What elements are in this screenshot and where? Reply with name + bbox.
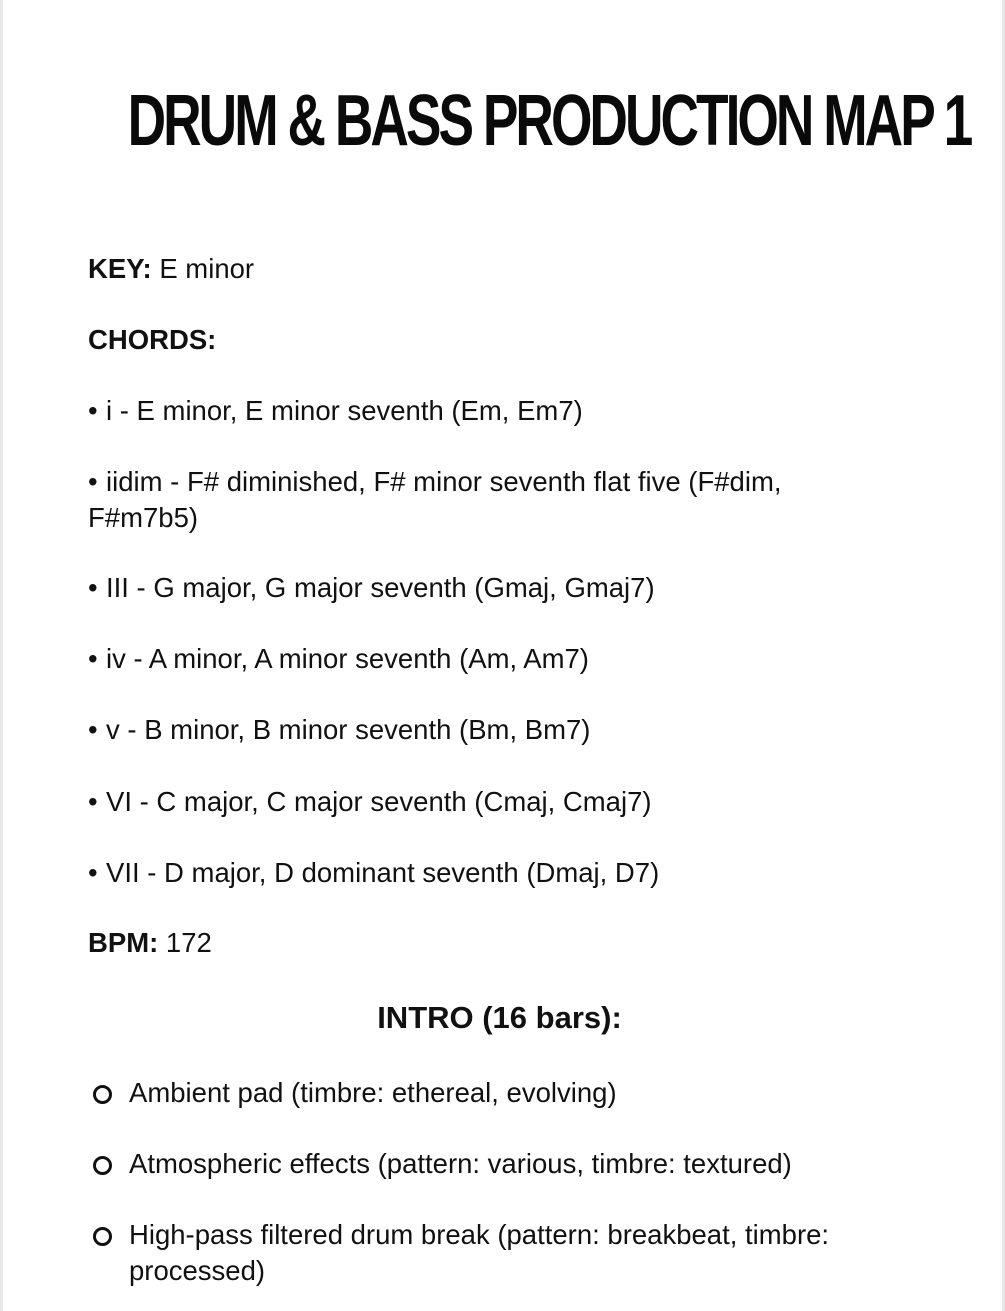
chords-line <box>88 322 216 358</box>
chord-text: iv - A minor, A minor seventh (Am, Am7) <box>106 643 589 674</box>
chord-text: iidim - F# diminished, F# minor seventh flat five (F#dim, F#m7b5) <box>88 466 782 533</box>
chord-text: III - G major, G major seventh (Gmaj, Gmaj7) <box>106 572 655 603</box>
key-value: E minor <box>159 253 255 284</box>
bpm-value: 172 <box>165 927 212 958</box>
bullet-icon: • <box>88 466 98 497</box>
bullet-icon: • <box>88 857 98 888</box>
intro-item-text: High-pass filtered drum break (pattern: breakbeat, timbre: processed) <box>129 1219 830 1286</box>
chord-item <box>88 712 888 748</box>
key-line <box>88 251 254 287</box>
intro-item-text: Atmospheric effects (pattern: various, timbre: textured) <box>129 1148 792 1179</box>
bullet-icon: • <box>88 395 98 426</box>
key-label: KEY: <box>88 253 152 284</box>
intro-item-text: Ambient pad (timbre: ethereal, evolving) <box>129 1077 617 1108</box>
bullet-icon: • <box>88 786 98 817</box>
bpm-label: BPM: <box>88 927 159 958</box>
chord-item <box>88 784 888 820</box>
chord-text: i - E minor, E minor seventh (Em, Em7) <box>106 395 583 426</box>
circle-bullet-icon <box>93 1085 112 1104</box>
intro-item <box>88 1075 908 1111</box>
page-title: DRUM & BASS PRODUCTION MAP 1 <box>127 81 971 161</box>
intro-heading: INTRO (16 bars): <box>377 1000 622 1035</box>
intro-item <box>88 1146 908 1182</box>
chord-item <box>88 393 888 429</box>
bullet-icon: • <box>88 572 98 603</box>
bpm-line <box>88 925 212 961</box>
chord-item <box>88 855 888 891</box>
chord-item <box>88 464 888 536</box>
circle-bullet-icon <box>93 1156 112 1175</box>
chord-text: VI - C major, C major seventh (Cmaj, Cmaj7) <box>106 786 652 817</box>
intro-item <box>88 1217 908 1289</box>
bullet-icon: • <box>88 714 98 745</box>
chord-item <box>88 570 888 606</box>
chord-text: VII - D major, D dominant seventh (Dmaj, D7) <box>106 857 660 888</box>
chord-item <box>88 641 888 677</box>
chords-label: CHORDS: <box>88 324 217 355</box>
circle-bullet-icon <box>93 1227 112 1246</box>
bullet-icon: • <box>88 643 98 674</box>
chord-text: v - B minor, B minor seventh (Bm, Bm7) <box>106 714 591 745</box>
